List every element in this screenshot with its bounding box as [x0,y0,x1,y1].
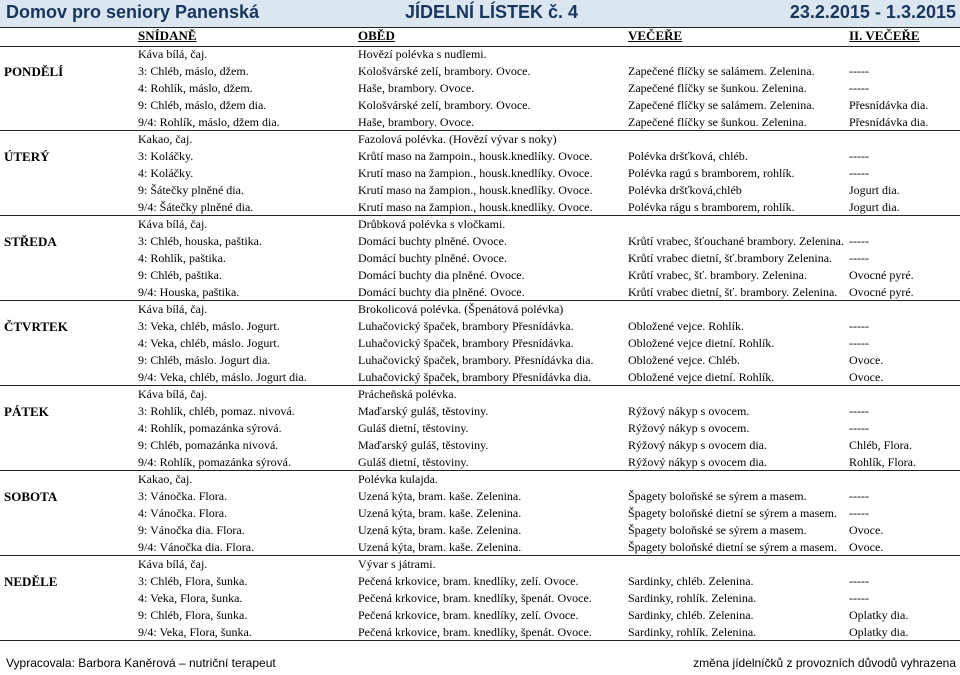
cell-second-dinner: ----- [849,421,869,435]
cell-second-dinner: ----- [849,506,869,520]
footer-note: změna jídelníčků z provozních důvodů vyhrazena [693,656,956,670]
menu-row [0,573,960,590]
date-range: 23.2.2015 - 1.3.2015 [789,2,956,22]
cell-lunch: Haše, brambory. Ovoce. [358,81,475,95]
cell-second-dinner: ----- [849,149,869,163]
day-name: PÁTEK [4,404,49,419]
menu-row [0,556,960,573]
day-name: SOBOTA [4,489,58,504]
cell-breakfast: Kakao, čaj. [138,472,193,486]
cell-second-dinner: Ovoce. [849,370,884,384]
cell-breakfast: 9: Vánočka dia. Flora. [138,523,245,537]
cell-second-dinner: ----- [849,336,869,350]
cell-lunch: Pečená krkovice, bram. knedlíky, zelí. Ovoce. [358,608,579,622]
menu-row [0,182,960,199]
cell-dinner: Špagety boloňské se sýrem a masem. [628,489,807,503]
day-name: PONDĚLÍ [4,64,64,79]
cell-dinner: Obložené vejce. Chléb. [628,353,740,367]
menu-row [0,403,960,420]
cell-breakfast: 9: Chléb, pomazánka nivová. [138,438,279,452]
cell-breakfast: 3: Chléb, Flora, šunka. [138,574,248,588]
cell-second-dinner: ----- [849,489,869,503]
menu-row [0,437,960,454]
cell-breakfast: 3: Rohlík, chléb, pomaz. nivová. [138,404,295,418]
cell-second-dinner: Oplatky dia. [849,608,909,622]
menu-row [0,216,960,233]
menu-row [0,46,960,63]
cell-dinner: Obložené vejce. Rohlík. [628,319,744,333]
cell-dinner: Špagety boloňské dietní se sýrem a masem. [628,540,837,554]
cell-breakfast: 4: Vánočka. Flora. [138,506,228,520]
menu-row [0,233,960,250]
cell-lunch: Krůtí maso na žampoin., housk.knedlíky. Ovoce. [358,149,593,163]
cell-lunch: Domácí buchty dia plněné. Ovoce. [358,268,525,282]
cell-second-dinner: Ovocné pyré. [849,285,914,299]
day-block [0,131,960,216]
cell-dinner: Sardinky, rohlík. Zelenina. [628,625,757,639]
day-separator [0,640,960,641]
cell-dinner: Polévka rágu s bramborem, rohlík. [628,200,795,214]
cell-lunch: Hovězí polévka s nudlemi. [358,47,487,61]
day-block [0,556,960,641]
menu-row [0,80,960,97]
cell-second-dinner: ----- [849,404,869,418]
cell-second-dinner: Ovoce. [849,523,884,537]
menu-row [0,199,960,216]
day-block [0,301,960,386]
cell-lunch: Fazolová polévka. (Hovězí vývar s noky) [358,132,557,146]
cell-dinner: Rýžový nákyp s ovocem. [628,404,750,418]
cell-breakfast: Káva bílá, čaj. [138,557,208,571]
cell-breakfast: 4: Rohlík, paštika. [138,251,226,265]
cell-lunch: Uzená kýta, bram. kaše. Zelenina. [358,540,522,554]
cell-lunch: Drůbková polévka s vločkami. [358,217,506,231]
cell-second-dinner: ----- [849,64,869,78]
cell-lunch: Maďarský guláš, těstoviny. [358,438,489,452]
cell-breakfast: 4: Rohlík, pomazánka sýrová. [138,421,282,435]
day-name: ČTVRTEK [4,319,68,334]
cell-dinner: Zapečené flíčky se salámem. Zelenina. [628,98,815,112]
menu-row [0,590,960,607]
cell-dinner: Sardinky, rohlík. Zelenina. [628,591,757,605]
cell-lunch: Pečená krkovice, bram. knedlíky, špenát. Ovoce. [358,625,592,639]
menu-row [0,318,960,335]
cell-second-dinner: ----- [849,234,869,248]
cell-lunch: Luhačovický špaček, brambory Přesnídávka dia. [358,370,592,384]
column-header-row [0,27,960,47]
cell-dinner: Krůtí vrabec, šť. brambory. Zelenina. [628,268,807,282]
menu-row [0,131,960,148]
cell-breakfast: Káva bílá, čaj. [138,387,208,401]
title-bar [0,0,960,28]
cell-breakfast: 4: Veka, Flora, šunka. [138,591,243,605]
day-name: STŘEDA [4,234,57,249]
menu-row [0,471,960,488]
cell-dinner: Rýžový nákyp s ovocem dia. [628,438,767,452]
cell-lunch: Vývar s játrami. [358,557,436,571]
menu-row [0,267,960,284]
cell-lunch: Domácí buchty dia plněné. Ovoce. [358,285,525,299]
cell-dinner: Zapečené flíčky se šunkou. Zelenina. [628,81,807,95]
column-header-breakfast: SNÍDANĚ [138,28,197,43]
cell-dinner: Polévka ragú s bramborem, rohlík. [628,166,795,180]
column-header-second-dinner: II. VEČEŘE [849,28,920,43]
menu-row [0,114,960,131]
cell-dinner: Zapečené flíčky se salámem. Zelenina. [628,64,815,78]
menu-row [0,284,960,301]
cell-breakfast: Kakao, čaj. [138,132,193,146]
cell-breakfast: 4: Rohlík, máslo, džem. [138,81,253,95]
cell-dinner: Špagety boloňské dietní se sýrem a masem. [628,506,837,520]
menu-row [0,148,960,165]
cell-breakfast: 9/4: Houska, paštika. [138,285,240,299]
column-header-lunch: OBĚD [358,28,395,43]
day-block [0,46,960,131]
menu-row [0,505,960,522]
menu-row [0,607,960,624]
cell-second-dinner: Chléb, Flora. [849,438,912,452]
cell-second-dinner: Rohlík, Flora. [849,455,917,469]
menu-row [0,488,960,505]
cell-second-dinner: ----- [849,81,869,95]
menu-row [0,539,960,556]
menu-row [0,454,960,471]
cell-lunch: Brokolicová polévka. (Špenátová polévka) [358,302,564,316]
cell-breakfast: 4: Koláčky. [138,166,194,180]
cell-lunch: Kološvárské zelí, brambory. Ovoce. [358,98,531,112]
cell-breakfast: 3: Vánočka. Flora. [138,489,228,503]
cell-second-dinner: Ovoce. [849,540,884,554]
cell-dinner: Špagety boloňské se sýrem a masem. [628,523,807,537]
column-header-dinner: VEČEŘE [628,28,683,43]
cell-lunch: Krutí maso na žampion., housk.knedlíky. Ovoce. [358,183,593,197]
cell-breakfast: 9/4: Veka, chléb, máslo. Jogurt dia. [138,370,307,384]
menu-row [0,420,960,437]
cell-lunch: Kološvárské zelí, brambory. Ovoce. [358,64,531,78]
cell-breakfast: 9/4: Šátečky plněné dia. [138,200,254,214]
cell-second-dinner: ----- [849,166,869,180]
cell-dinner: Rýžový nákyp s ovocem. [628,421,750,435]
cell-second-dinner: ----- [849,591,869,605]
cell-lunch: Luhačovický špaček, brambory. Přesnídávka dia. [358,353,594,367]
cell-dinner: Obložené vejce dietní. Rohlík. [628,370,775,384]
cell-lunch: Domácí buchty plněné. Ovoce. [358,234,507,248]
menu-row [0,522,960,539]
day-name: NEDĚLE [4,574,58,589]
cell-second-dinner: Ovocné pyré. [849,268,914,282]
cell-breakfast: 3: Chléb, houska, paštika. [138,234,262,248]
cell-lunch: Luhačovický špaček, brambory Přesnídávka. [358,336,574,350]
menu-row [0,352,960,369]
menu-row [0,386,960,403]
cell-lunch: Pečená krkovice, bram. knedlíky, špenát. Ovoce. [358,591,592,605]
cell-lunch: Pečená krkovice, bram. knedlíky, zelí. Ovoce. [358,574,579,588]
cell-second-dinner: ----- [849,251,869,265]
cell-breakfast: Káva bílá, čaj. [138,302,208,316]
day-block [0,386,960,471]
cell-second-dinner: Oplatky dia. [849,625,909,639]
cell-second-dinner: ----- [849,319,869,333]
cell-lunch: Uzená kýta, bram. kaše. Zelenina. [358,506,522,520]
cell-second-dinner: Jogurt dia. [849,183,900,197]
facility-name: Domov pro seniory Panenská [6,2,260,22]
cell-lunch: Uzená kýta, bram. kaše. Zelenina. [358,523,522,537]
cell-lunch: Haše, brambory. Ovoce. [358,115,475,129]
cell-dinner: Krůtí vrabec dietní, šť.brambory Zelenina. [628,251,833,265]
day-block [0,471,960,556]
cell-breakfast: 9: Chléb, Flora, šunka. [138,608,248,622]
menu-row [0,250,960,267]
cell-breakfast: Káva bílá, čaj. [138,47,208,61]
menu-row [0,369,960,386]
cell-breakfast: 9: Chléb, máslo, džem dia. [138,98,267,112]
cell-breakfast: 3: Chléb, máslo, džem. [138,64,249,78]
cell-lunch: Uzená kýta, bram. kaše. Zelenina. [358,489,522,503]
menu-row [0,624,960,641]
cell-dinner: Polévka dršťková, chléb. [628,149,748,163]
menu-title: JÍDELNÍ LÍSTEK č. 4 [405,2,579,22]
cell-breakfast: 9/4: Rohlík, pomazánka sýrová. [138,455,291,469]
cell-breakfast: 9: Chléb, paštika. [138,268,222,282]
cell-second-dinner: ----- [849,574,869,588]
day-name: ÚTERÝ [4,149,50,164]
cell-breakfast: 4: Veka, chléb, máslo. Jogurt. [138,336,280,350]
cell-second-dinner: Ovoce. [849,353,884,367]
cell-lunch: Domácí buchty plněné. Ovoce. [358,251,507,265]
cell-breakfast: 9: Chléb, máslo. Jogurt dia. [138,353,271,367]
cell-lunch: Krutí maso na žampion., housk.knedlíky. Ovoce. [358,200,593,214]
cell-lunch: Luhačovický špaček, brambory Přesnídávka. [358,319,574,333]
day-block [0,216,960,301]
cell-lunch: Polévka kulajda. [358,472,438,486]
cell-second-dinner: Jogurt dia. [849,200,900,214]
cell-breakfast: 3: Koláčky. [138,149,194,163]
cell-breakfast: 3: Veka, chléb, máslo. Jogurt. [138,319,280,333]
cell-dinner: Rýžový nákyp s ovocem dia. [628,455,767,469]
cell-breakfast: 9/4: Rohlík, máslo, džem dia. [138,115,280,129]
cell-dinner: Zapečené flíčky se šunkou. Zelenina. [628,115,807,129]
menu-row [0,165,960,182]
cell-breakfast: 9/4: Vánočka dia. Flora. [138,540,255,554]
cell-dinner: Krůtí vrabec dietní, šť. brambory. Zelenina. [628,285,838,299]
cell-lunch: Krutí maso na žampion., housk.knedlíky. Ovoce. [358,166,593,180]
cell-lunch: Maďarský guláš, těstoviny. [358,404,489,418]
cell-breakfast: Káva bílá, čaj. [138,217,208,231]
cell-lunch: Guláš dietní, těstoviny. [358,455,469,469]
cell-dinner: Krůtí vrabec, šťouchané brambory. Zelenina. [628,234,844,248]
cell-dinner: Obložené vejce dietní. Rohlík. [628,336,775,350]
cell-lunch: Guláš dietní, těstoviny. [358,421,469,435]
menu-row [0,335,960,352]
cell-lunch: Prácheňská polévka. [358,387,457,401]
cell-dinner: Polévka dršťková,chléb [628,183,742,197]
footer-prepared-by: Vypracovala: Barbora Kaněrová – nutriční terapeut [6,656,276,670]
cell-dinner: Sardinky, chléb. Zelenina. [628,574,754,588]
cell-second-dinner: Přesnídávka dia. [849,115,929,129]
menu-row [0,63,960,80]
cell-dinner: Sardinky, chléb. Zelenina. [628,608,754,622]
cell-breakfast: 9: Šátečky plněné dia. [138,183,244,197]
cell-breakfast: 9/4: Veka, Flora, šunka. [138,625,252,639]
menu-row [0,97,960,114]
cell-second-dinner: Přesnídávka dia. [849,98,929,112]
menu-row [0,301,960,318]
